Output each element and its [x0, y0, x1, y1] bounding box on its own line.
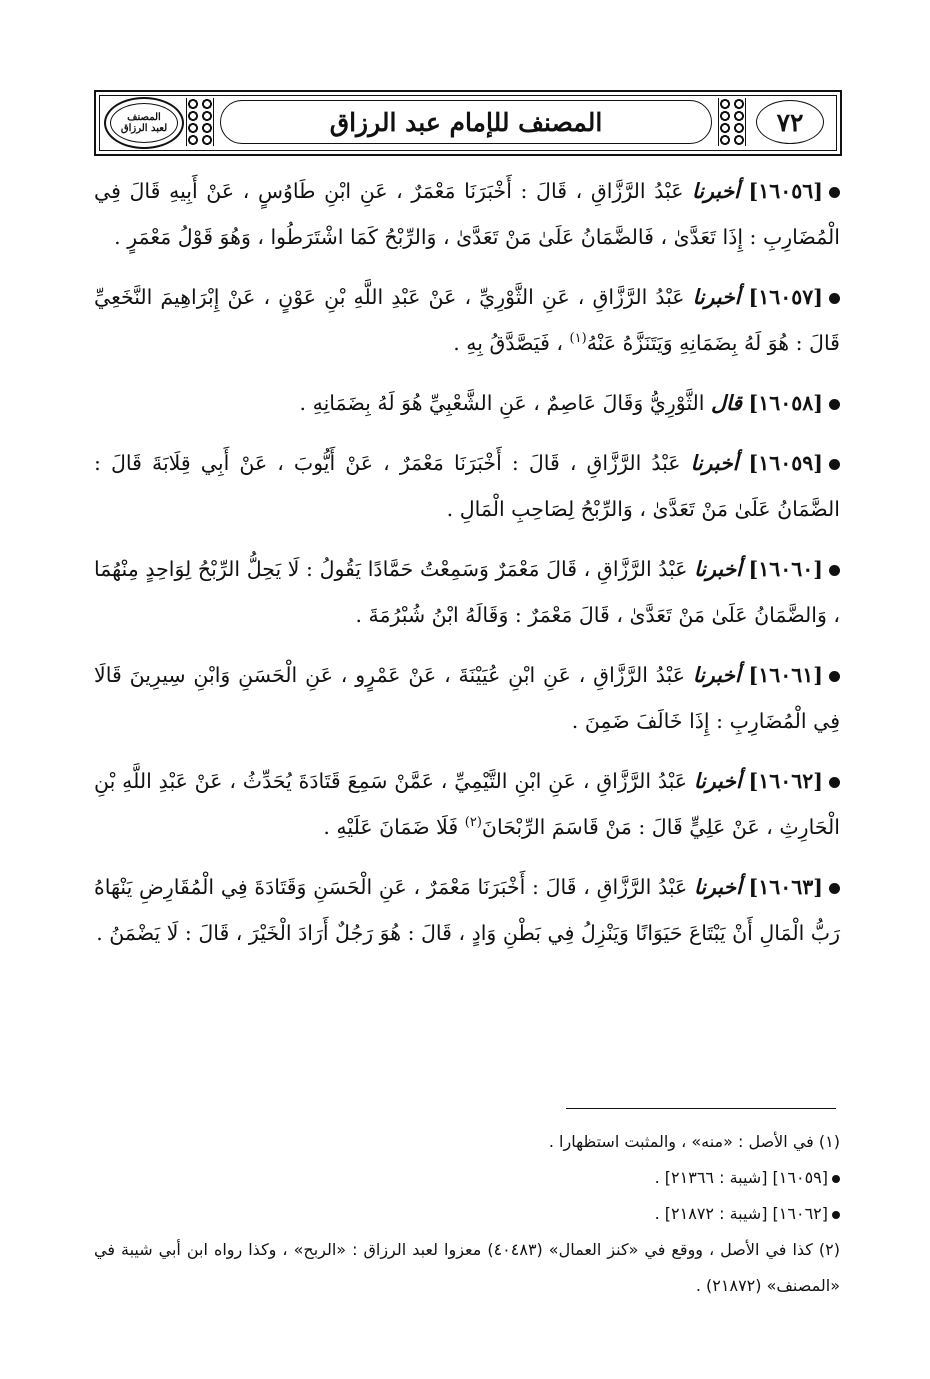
reference-text: [١٦٠٦٢] [شيبة : ٢١٨٧٢] .: [654, 1204, 828, 1223]
hadith-opening: أخبرنا: [693, 769, 742, 793]
hadith-entry: [94, 380, 840, 426]
hadith-text: عَبْدُ الرَّزَّاقِ ، قَالَ : أَخْبَرَنَا مَعْمَرٌ ، عَنِ ابْنِ طَاوُسٍ ، عَنْ أَبِيهِ قَالَ فِي الْمُضَارِبِ : إِذَا تَعَدَّىٰ ، فَالضَّمَانُ عَلَىٰ مَنْ تَعَدَّىٰ ، وَالرِّبْحُ كَمَا اشْتَرَطُوا ، وَهُوَ قَوْلُ مَعْمَرٍ .: [94, 179, 840, 249]
page-header: [94, 90, 842, 156]
hadith-entry: [94, 440, 840, 532]
bullet-icon: [829, 459, 840, 470]
reference-text: [١٦٠٥٩] [شيبة : ٢١٣٦٦] .: [654, 1168, 828, 1187]
hadith-number: [١٦٠٥٦]: [748, 179, 823, 203]
hadith-number: [١٦٠٦٢]: [748, 769, 823, 793]
hadith-opening: أخبرنا: [692, 663, 741, 687]
hadith-opening: أخبرنا: [690, 451, 739, 475]
reference-line: [94, 1196, 840, 1232]
main-text: [94, 168, 840, 970]
hadith-text: عَبْدُ الرَّزَّاقِ ، قَالَ مَعْمَرٌ وَسَمِعْتُ حَمَّادًا يَقُولُ : لَا يَحِلُّ الرِّبْحُ لِوَاحِدٍ مِنْهُمَا ، وَالضَّمَانُ عَلَىٰ مَنْ تَعَدَّىٰ ، قَالَ مَعْمَرٌ : وَقَالَهُ ابْنُ شُبْرُمَةَ .: [94, 557, 840, 627]
hadith-opening: قال: [711, 391, 742, 415]
footnote-2: (٢) كذا في الأصل ، ووقع في «كنز العمال» (٤٠٤٨٣) معزوا لعبد الرزاق : «الربح» ، وكذا رواه ابن أبي شيبة في «المصنف» (٢١٨٧٢) .: [94, 1240, 840, 1295]
hadith-entry: [94, 546, 840, 638]
bullet-icon: [829, 293, 840, 304]
hadith-text-continued: فَلَا ضَمَانَ عَلَيْهِ .: [323, 815, 459, 839]
hadith-entry: [94, 758, 840, 850]
running-title-box: [220, 100, 712, 144]
bullet-icon: [829, 777, 840, 788]
bullet-icon: [829, 671, 840, 682]
hadith-text: الثَّوْرِيُّ وَقَالَ عَاصِمٌ ، عَنِ الشَّعْبِيِّ هُوَ لَهُ بِضَمَانِهِ .: [299, 391, 705, 415]
page-number: ٧٢: [776, 107, 804, 137]
hadith-text: عَبْدُ الرَّزَّاقِ ، عَنِ ابْنِ التَّيْمِيِّ ، عَمَّنْ سَمِعَ قَتَادَةَ يُحَدِّثُ ، عَنْ عَبْدِ اللَّهِ بْنِ الْحَارِثِ ، عَنْ عَلِيٍّ قَالَ : مَنْ قَاسَمَ الرِّبْحَانَ: [94, 769, 840, 839]
page-number-oval: [756, 100, 824, 144]
hadith-number: [١٦٠٦١]: [748, 663, 823, 687]
hadith-number: [١٦٠٥٧]: [748, 285, 823, 309]
hadith-opening: أخبرنا: [694, 557, 742, 581]
footnote-marker: (٢): [464, 815, 482, 831]
hadith-text: عَبْدُ الرَّزَّاقِ ، قَالَ : أَخْبَرَنَا مَعْمَرٌ ، عَنِ الْحَسَنِ وَقَتَادَةَ فِي الْمُقَارِضِ يَنْهَاهُ رَبُّ الْمَالِ أَنْ يَبْتَاعَ حَيَوَانًا وَيَنْزِلُ فِي بَطْنِ وَادٍ ، قَالَ : هُوَ رَجُلٌ أَرَادَ الْخَيْرَ ، قَالَ : لَا يَضْمَنُ .: [94, 875, 840, 945]
bullet-icon: [829, 883, 840, 894]
hadith-number: [١٦٠٥٩]: [748, 451, 823, 475]
hadith-entry: [94, 652, 840, 744]
hadith-opening: أخبرنا: [692, 285, 741, 309]
bullet-icon: [832, 1211, 840, 1219]
footnotes-section: [94, 1124, 840, 1304]
book-seal-logo: [104, 97, 184, 149]
hadith-text: عَبْدُ الرَّزَّاقِ ، عَنِ الثَّوْرِيِّ ، عَنْ عَبْدِ اللَّهِ بْنِ عَوْنٍ ، عَنْ إِبْرَاهِيمَ النَّخَعِيِّ قَالَ : هُوَ لَهُ بِضَمَانِهِ وَيَتَنَزَّهُ عَنْهُ: [94, 285, 840, 355]
bullet-icon: [829, 399, 840, 410]
footnote-separator: [566, 1108, 836, 1109]
hadith-text: عَبْدُ الرَّزَّاقِ ، عَنِ ابْنِ عُيَيْنَةَ ، عَنْ عَمْرٍو ، عَنِ الْحَسَنِ وَابْنِ سِيرِينَ قَالَا فِي الْمُضَارِبِ : إِذَا خَالَفَ ضَمِنَ .: [94, 663, 840, 733]
hadith-entry: [94, 274, 840, 366]
hadith-opening: أخبرنا: [693, 875, 742, 899]
footnote-marker: (١): [569, 331, 587, 347]
hadith-text: عَبْدُ الرَّزَّاقِ ، قَالَ : أَخْبَرَنَا مَعْمَرٌ ، عَنْ أَيُّوبَ ، عَنْ أَبِي قِلَابَةَ قَالَ : الضَّمَانُ عَلَىٰ مَنْ تَعَدَّىٰ ، وَالرِّبْحُ لِصَاحِبِ الْمَالِ .: [94, 451, 840, 521]
hadith-text-continued: ، فَيَصَّدَّقُ بِهِ .: [453, 331, 564, 355]
bullet-icon: [829, 565, 840, 576]
ornament-band-left: [186, 98, 214, 146]
hadith-number: [١٦٠٦٠]: [748, 557, 823, 581]
hadith-number: [١٦٠٦٣]: [748, 875, 823, 899]
hadith-entry: [94, 864, 840, 956]
hadith-number: [١٦٠٥٨]: [748, 391, 823, 415]
running-title: المصنف للإمام عبد الرزاق: [329, 107, 603, 137]
reference-line: [94, 1160, 840, 1196]
hadith-opening: أخبرنا: [692, 179, 740, 203]
seal-text: المصنف لعبد الرزاق: [120, 112, 168, 134]
ornament-band-right: [718, 98, 746, 146]
hadith-entry: [94, 168, 840, 260]
bullet-icon: [832, 1175, 840, 1183]
bullet-icon: [829, 187, 840, 198]
footnote-1: (١) في الأصل : «منه» ، والمثبت استظهارا .: [548, 1132, 840, 1151]
